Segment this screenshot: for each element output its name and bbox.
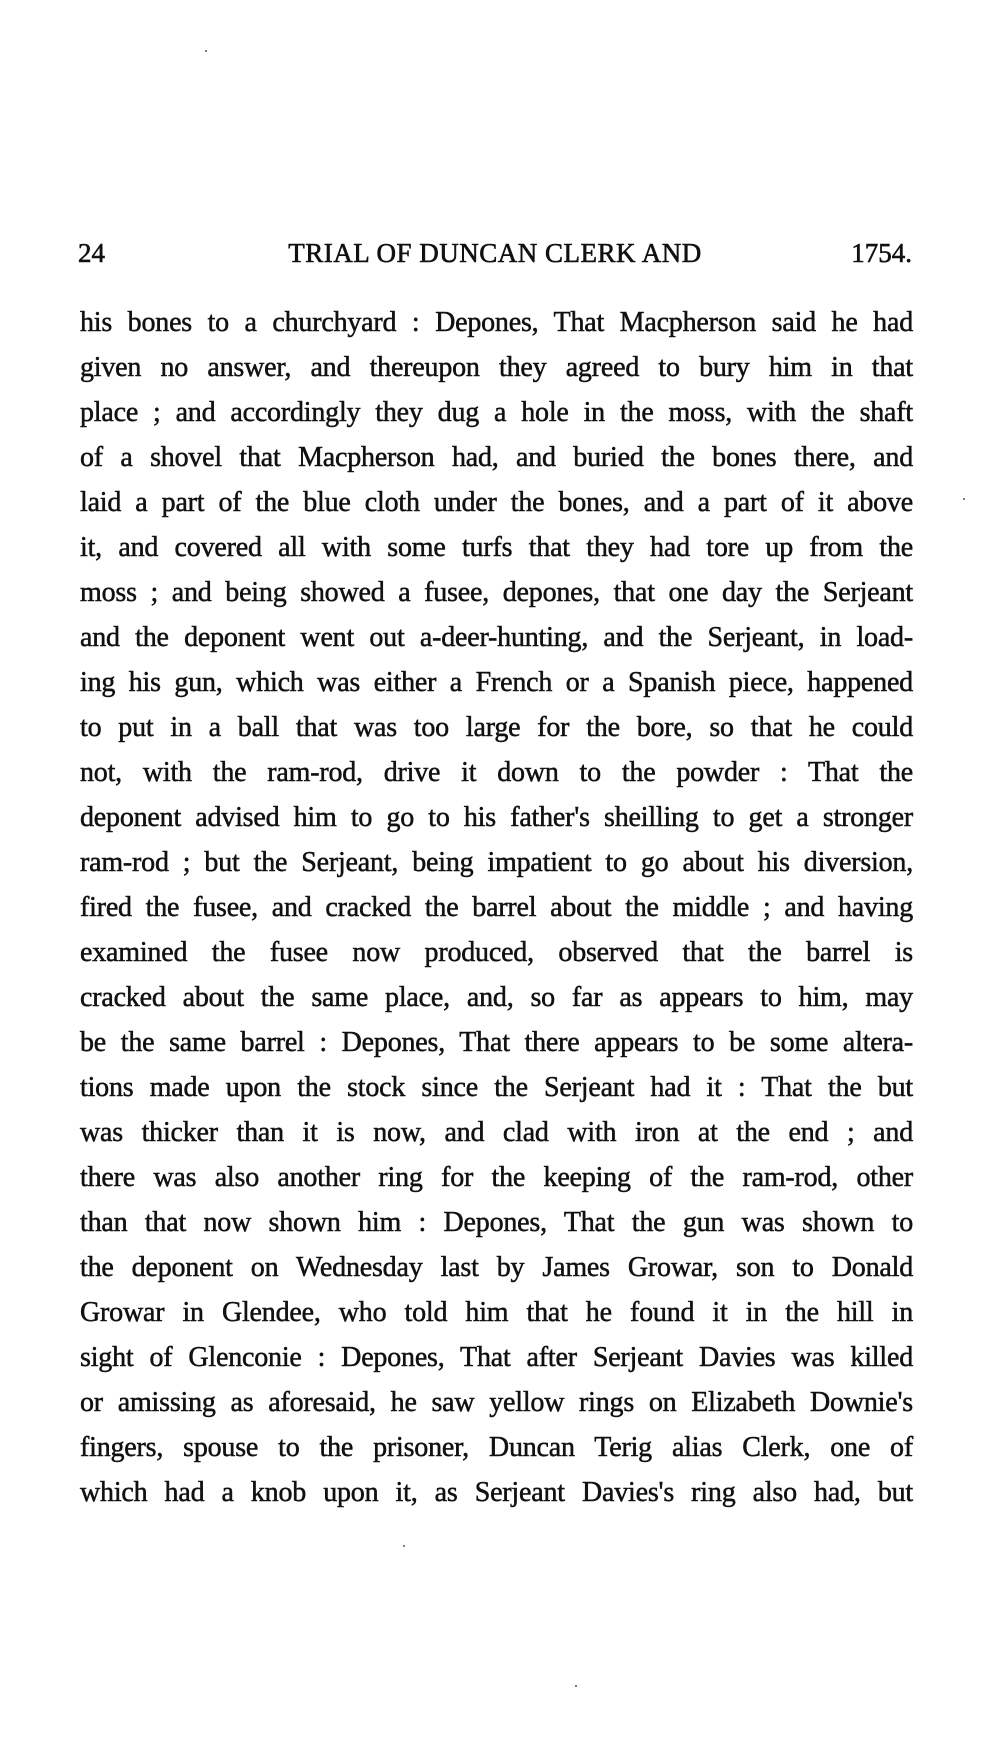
- text-line: and the deponent went out a-deer-hunting, and the Serjeant, in load-: [80, 622, 913, 653]
- text-line: laid a part of the blue cloth under the bones, and a part of it above: [80, 487, 913, 518]
- scan-speck: [403, 1545, 405, 1547]
- text-line: his bones to a churchyard : Depones, That Macpherson said he had: [80, 307, 913, 338]
- text-line: than that now shown him : Depones, That the gun was shown to: [80, 1207, 913, 1238]
- text-line: fingers, spouse to the prisoner, Duncan Terig alias Clerk, one of: [80, 1432, 913, 1463]
- header-year: 1754.: [851, 238, 912, 268]
- text-line: it, and covered all with some turfs that they had tore up from the: [80, 532, 913, 563]
- text-line: was thicker than it is now, and clad with iron at the end ; and: [80, 1117, 913, 1148]
- page-number: 24: [78, 238, 105, 268]
- scan-speck: [575, 1685, 577, 1687]
- text-line: of a shovel that Macpherson had, and buried the bones there, and: [80, 442, 913, 473]
- text-line: or amissing as aforesaid, he saw yellow rings on Elizabeth Downie's: [80, 1387, 913, 1418]
- text-line: not, with the ram-rod, drive it down to the powder : That the: [80, 757, 913, 788]
- text-line: cracked about the same place, and, so far as appears to him, may: [80, 982, 913, 1013]
- text-line: which had a knob upon it, as Serjeant Davies's ring also had, but: [80, 1477, 913, 1508]
- text-line: be the same barrel : Depones, That there appears to be some altera-: [80, 1027, 913, 1058]
- text-line: Growar in Glendee, who told him that he found it in the hill in: [80, 1297, 913, 1328]
- text-line: moss ; and being showed a fusee, depones, that one day the Serjeant: [80, 577, 913, 608]
- text-line: ing his gun, which was either a French or a Spanish piece, happened: [80, 667, 913, 698]
- text-line: there was also another ring for the keeping of the ram-rod, other: [80, 1162, 913, 1193]
- running-header: [78, 238, 912, 274]
- scan-speck: [963, 498, 965, 500]
- text-line: to put in a ball that was too large for the bore, so that he could: [80, 712, 913, 743]
- text-line: sight of Glenconie : Depones, That after Serjeant Davies was killed: [80, 1342, 913, 1373]
- scan-speck: [205, 50, 207, 52]
- text-line: the deponent on Wednesday last by James Growar, son to Donald: [80, 1252, 913, 1283]
- text-line: given no answer, and thereupon they agreed to bury him in that: [80, 352, 913, 383]
- page-body-text: [80, 300, 913, 1515]
- text-line: fired the fusee, and cracked the barrel about the middle ; and having: [80, 892, 913, 923]
- text-line: deponent advised him to go to his father's sheilling to get a stronger: [80, 802, 913, 833]
- text-line: tions made upon the stock since the Serjeant had it : That the but: [80, 1072, 913, 1103]
- text-line: ram-rod ; but the Serjeant, being impatient to go about his diversion,: [80, 847, 913, 878]
- text-line: place ; and accordingly they dug a hole in the moss, with the shaft: [80, 397, 913, 428]
- running-title: TRIAL OF DUNCAN CLERK AND: [288, 238, 702, 268]
- text-line: examined the fusee now produced, observed that the barrel is: [80, 937, 913, 968]
